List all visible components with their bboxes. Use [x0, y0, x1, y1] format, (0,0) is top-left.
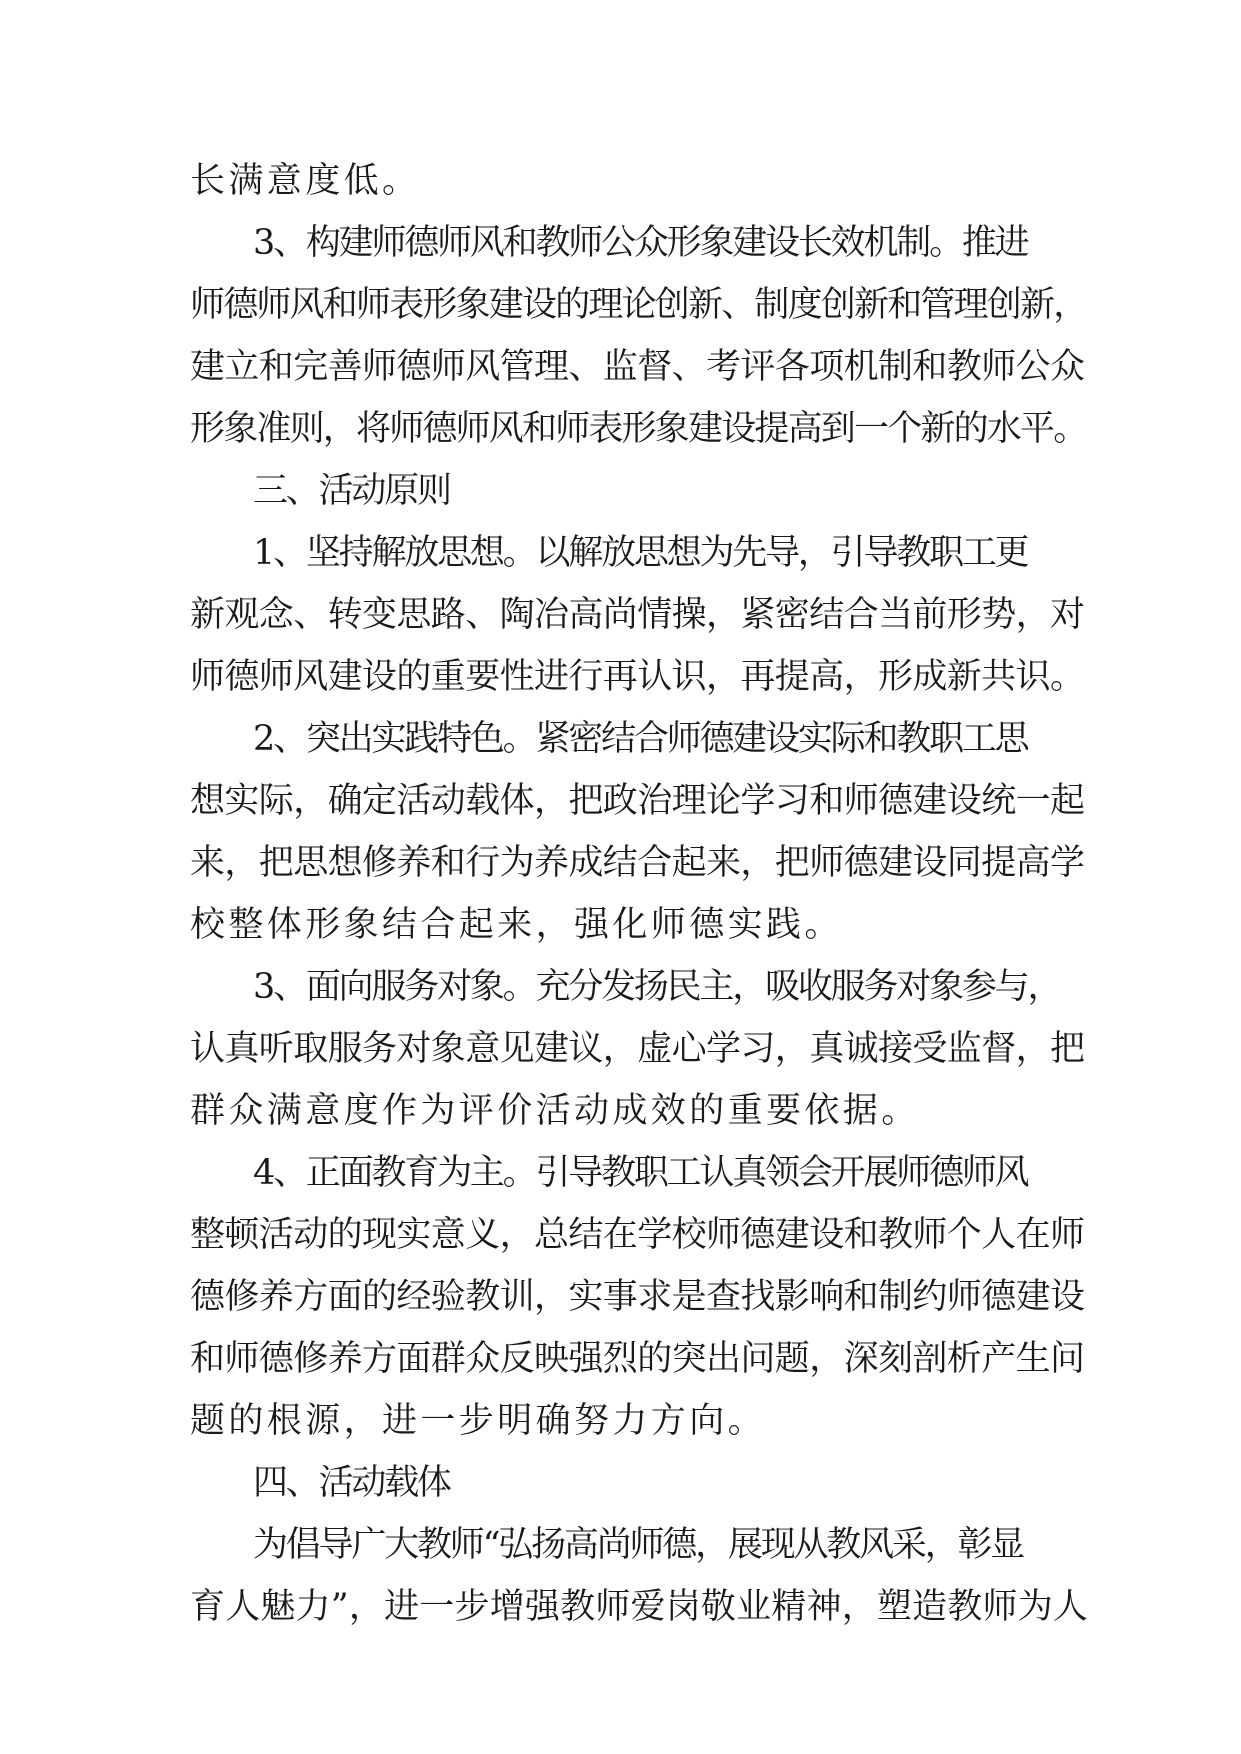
text-line: 题的根源，进一步明确努力方向。 — [190, 1401, 767, 1441]
text-line: 和师德修养方面群众反映强烈的突出问题，深刻剖析产生问 — [190, 1339, 1085, 1379]
text-line: 建立和完善师德师风管理、监督、考评各项机制和教师公众 — [190, 347, 1085, 387]
section-heading: 四、活动载体 — [253, 1463, 450, 1503]
text-line: 认真听取服务对象意见建议，虚心学习，真诚接受监督，把 — [190, 1029, 1085, 1069]
text-line: 想实际，确定活动载体，把政治理论学习和师德建设统一起 — [190, 781, 1085, 821]
text-line: 德修养方面的经验教训，实事求是查找影响和制约师德建设 — [190, 1277, 1085, 1317]
text-line: 来，把思想修养和行为养成结合起来，把师德建设同提高学 — [190, 843, 1085, 883]
section-heading: 三、活动原则 — [253, 471, 450, 511]
text-line: 群众满意度作为评价活动成效的重要依据。 — [190, 1091, 920, 1131]
paragraph-start-line: 为倡导广大教师“弘扬高尚师德，展现从教风采，彰显 — [253, 1525, 1024, 1565]
text-line: 育人魅力”，进一步增强教师爱岗敬业精神，塑造教师为人 — [190, 1587, 1089, 1627]
text-line: 师德师风和师表形象建设的理论创新、制度创新和管理创新， — [190, 285, 1087, 325]
text-line: 整顿活动的现实意义，总结在学校师德建设和教师个人在师 — [190, 1215, 1085, 1255]
paragraph-start-line: 2、突出实践特色。紧密结合师德建设实际和教职工思 — [253, 719, 1028, 759]
paragraph-start-line: 3、面向服务对象。充分发扬民主，吸收服务对象参与， — [253, 967, 1061, 1007]
text-line: 形象准则，将师德师风和师表形象建设提高到一个新的水平。 — [190, 409, 1087, 449]
text-line: 师德师风建设的重要性进行再认识，再提高，形成新共识。 — [190, 657, 1085, 697]
text-line: 校整体形象结合起来，强化师德实践。 — [190, 905, 843, 945]
text-line: 新观念、转变思路、陶冶高尚情操，紧密结合当前形势，对 — [190, 595, 1085, 635]
paragraph-start-line: 1、坚持解放思想。以解放思想为先导，引导教职工更 — [253, 533, 1028, 573]
text-line: 长满意度低。 — [190, 161, 421, 201]
paragraph-start-line: 3、构建师德师风和教师公众形象建设长效机制。推进 — [253, 223, 1028, 263]
paragraph-start-line: 4、正面教育为主。引导教职工认真领会开展师德师风 — [253, 1153, 1028, 1193]
